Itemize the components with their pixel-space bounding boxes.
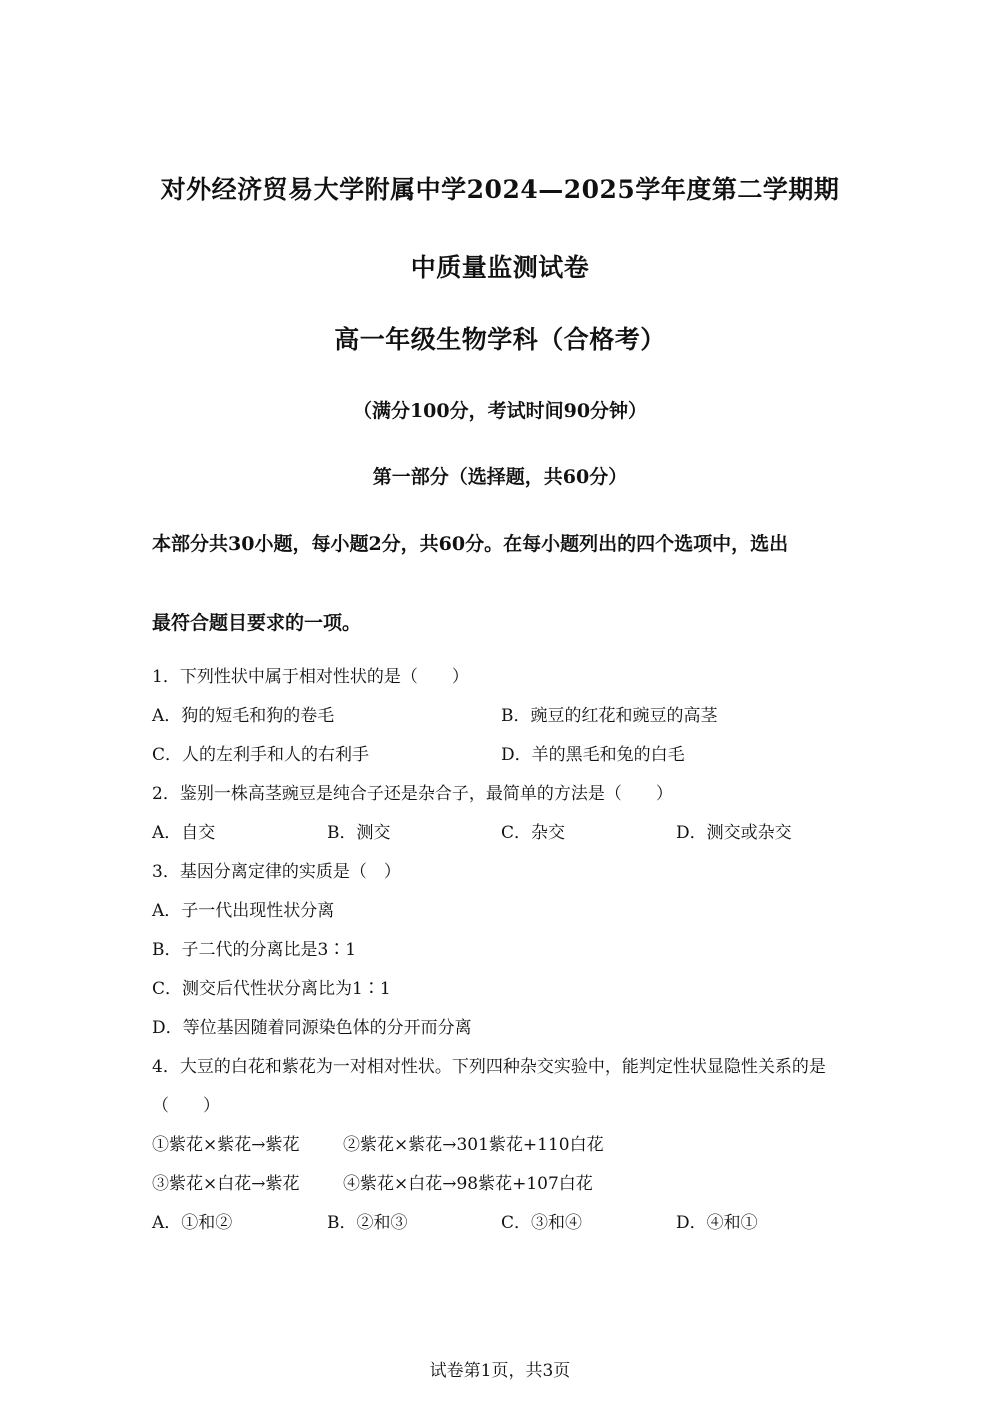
question-2-option-c: C．杂交: [501, 823, 566, 843]
question-2-option-b: B．测交: [327, 823, 391, 843]
question-3-option-b: B．子二代的分离比是3∶1: [152, 940, 357, 960]
question-1-stem: 1．下列性状中属于相对性状的是（ ）: [152, 667, 469, 687]
question-4-option-b: B．②和③: [327, 1213, 408, 1233]
question-4-cross-3: ③紫花×白花→紫花: [152, 1174, 300, 1194]
page-footer: 试卷第1页，共3页: [429, 1361, 571, 1381]
question-3-stem: 3．基因分离定律的实质是（ ）: [152, 862, 401, 882]
question-4-cross-4: ④紫花×白花→98紫花+107白花: [343, 1174, 593, 1194]
question-1-option-d: D．羊的黑毛和兔的白毛: [501, 745, 685, 765]
instructions-line2: 最符合题目要求的一项。: [152, 612, 362, 634]
question-4-option-d: D．④和①: [676, 1213, 758, 1233]
exam-title-line2: 中质量监测试卷: [410, 253, 590, 282]
question-4-stem-blank: （ ）: [152, 1096, 220, 1116]
question-4-cross-1: ①紫花×紫花→紫花: [152, 1135, 300, 1155]
instructions-line1: 本部分共30小题，每小题2分，共60分。在每小题列出的四个选项中，选出: [152, 533, 789, 555]
question-3-option-c: C．测交后代性状分离比为1∶1: [152, 979, 391, 999]
exam-title-line1: 对外经济贸易大学附属中学2024—2025学年度第二学期期: [160, 175, 840, 204]
exam-subject-title: 高一年级生物学科（合格考）: [334, 325, 666, 354]
question-1-option-a: A．狗的短毛和狗的卷毛: [152, 706, 335, 726]
exam-info: （满分100分，考试时间90分钟）: [352, 400, 648, 422]
question-1-option-b: B．豌豆的红花和豌豆的高茎: [501, 706, 718, 726]
section-title: 第一部分（选择题，共60分）: [372, 466, 628, 488]
question-2-option-d: D．测交或杂交: [676, 823, 792, 843]
question-3-option-d: D．等位基因随着同源染色体的分开而分离: [152, 1018, 472, 1038]
question-4-cross-2: ②紫花×紫花→301紫花+110白花: [343, 1135, 604, 1155]
question-2-stem: 2．鉴别一株高茎豌豆是纯合子还是杂合子，最简单的方法是（ ）: [152, 784, 673, 804]
question-3-option-a: A．子一代出现性状分离: [152, 901, 335, 921]
question-4-option-c: C．③和④: [501, 1213, 583, 1233]
question-2-option-a: A．自交: [152, 823, 216, 843]
question-4-stem: 4．大豆的白花和紫花为一对相对性状。下列四种杂交实验中，能判定性状显隐性关系的是: [152, 1057, 826, 1077]
question-1-option-c: C．人的左利手和人的右利手: [152, 745, 370, 765]
question-4-option-a: A．①和②: [152, 1213, 233, 1233]
